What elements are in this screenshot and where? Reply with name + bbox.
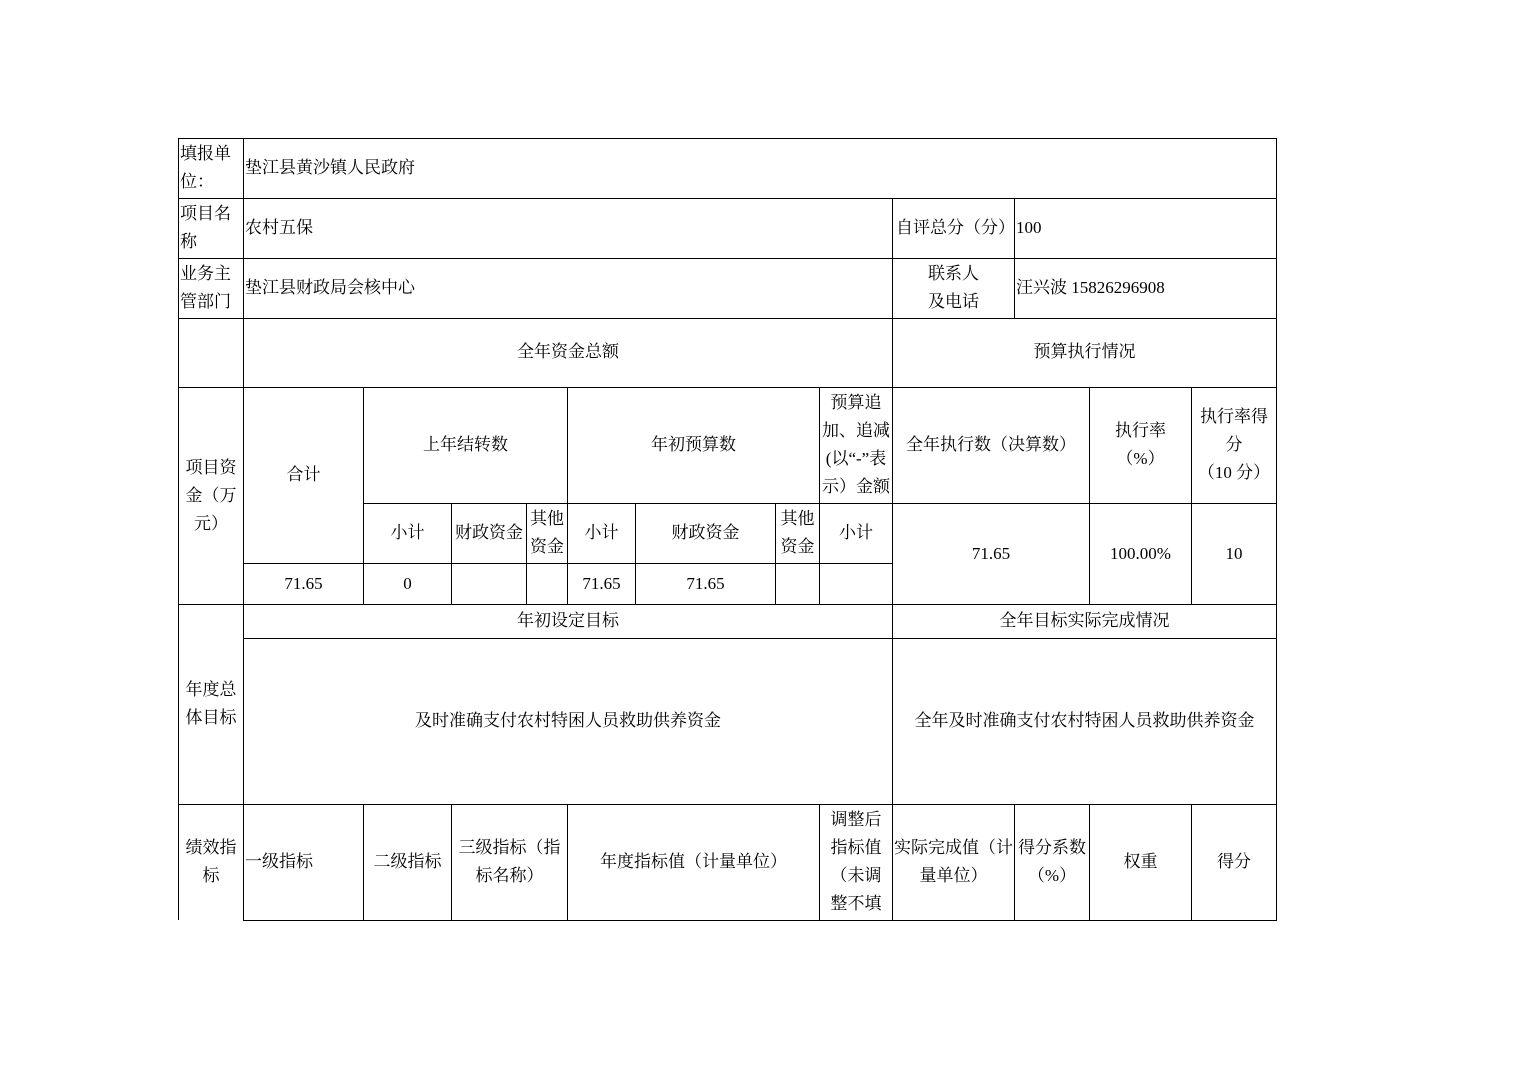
goals-actual-header: 全年目标实际完成情况 <box>999 611 1170 630</box>
rule <box>243 138 244 921</box>
exec-rate-label: 执行率 （%） <box>1115 421 1166 468</box>
goals-actual-value: 全年及时准确支付农村特困人员救助供养资金 <box>914 711 1255 730</box>
unit-value: 垫江县黄沙镇人民政府 <box>245 158 415 177</box>
rule <box>178 198 1277 199</box>
adjust-subtotal-label: 小计 <box>839 523 873 542</box>
indicator-adjusted-header: 调整后 指标值 （未调 整不填 <box>830 810 882 913</box>
goals-label: 年度总 体目标 <box>185 680 237 727</box>
goals-set-header: 年初设定目标 <box>517 611 619 630</box>
indicator-actual-header: 实际完成值（计 量单位） <box>894 838 1013 885</box>
rule <box>178 604 1277 605</box>
rule <box>243 638 1277 639</box>
initial-fiscal-label: 财政资金 <box>671 523 740 542</box>
contact-label: 联系人 及电话 <box>928 264 979 311</box>
indicator-annual-value-header: 年度指标值（计量单位） <box>600 852 787 871</box>
budget-exec-header: 预算执行情况 <box>1033 342 1136 361</box>
rule <box>243 920 1277 921</box>
total-label: 合计 <box>286 465 321 484</box>
total-value: 71.65 <box>284 574 323 593</box>
project-label: 项目名 称 <box>180 204 231 251</box>
contact-value: 汪兴波 15826296908 <box>1016 278 1165 297</box>
exec-rate-value: 100.00% <box>1110 544 1171 563</box>
department-label: 业务主 管部门 <box>180 264 231 311</box>
rule <box>363 503 1277 504</box>
adjust-label: 预算追 加、追减 (以“-”表 示）金额 <box>822 393 890 496</box>
rule <box>243 563 893 564</box>
rule <box>178 138 1277 139</box>
initial-other-label: 其他 资金 <box>780 509 815 556</box>
initial-subtotal-value: 71.65 <box>582 574 621 593</box>
carryover-other-label: 其他 资金 <box>530 509 564 556</box>
exec-amount-value: 71.65 <box>971 544 1011 563</box>
score-value: 100 <box>1016 218 1042 237</box>
rule <box>178 318 1277 319</box>
initial-subtotal-label: 小计 <box>584 523 619 542</box>
initial-budget-label: 年初预算数 <box>651 435 736 454</box>
indicator-coef-header: 得分系数 （%） <box>1018 838 1086 885</box>
rule <box>178 804 1277 805</box>
carryover-subtotal-value: 0 <box>403 574 412 593</box>
carryover-fiscal-label: 财政资金 <box>455 523 523 542</box>
indicator-level2-header: 二级指标 <box>373 852 442 871</box>
indicator-level3-header: 三级指标（指 标名称） <box>458 838 561 885</box>
indicator-score-header: 得分 <box>1217 852 1251 871</box>
indicators-label: 绩效指 标 <box>185 838 237 885</box>
exec-score-value: 10 <box>1225 544 1243 563</box>
rule <box>178 387 1277 388</box>
initial-fiscal-value: 71.65 <box>686 574 725 593</box>
unit-label: 填报单 位： <box>180 144 231 191</box>
funds-section-label: 项目资 金（万 元） <box>185 458 237 533</box>
carryover-label: 上年结转数 <box>423 435 508 454</box>
exec-amount-label: 全年执行数（决算数） <box>906 435 1076 454</box>
rule <box>178 258 1277 259</box>
goals-set-value: 及时准确支付农村特困人员救助供养资金 <box>415 711 721 730</box>
project-value: 农村五保 <box>245 218 313 237</box>
annual-total-header: 全年资金总额 <box>517 342 619 361</box>
indicator-level1-header: 一级指标 <box>245 852 313 871</box>
score-label: 自评总分（分） <box>896 218 1015 237</box>
rule <box>1276 138 1277 921</box>
indicator-weight-header: 权重 <box>1123 852 1158 871</box>
exec-score-label: 执行率得 分 （10 分） <box>1197 407 1271 482</box>
department-value: 垫江县财政局会核中心 <box>245 278 415 297</box>
carryover-subtotal-label: 小计 <box>390 523 425 542</box>
